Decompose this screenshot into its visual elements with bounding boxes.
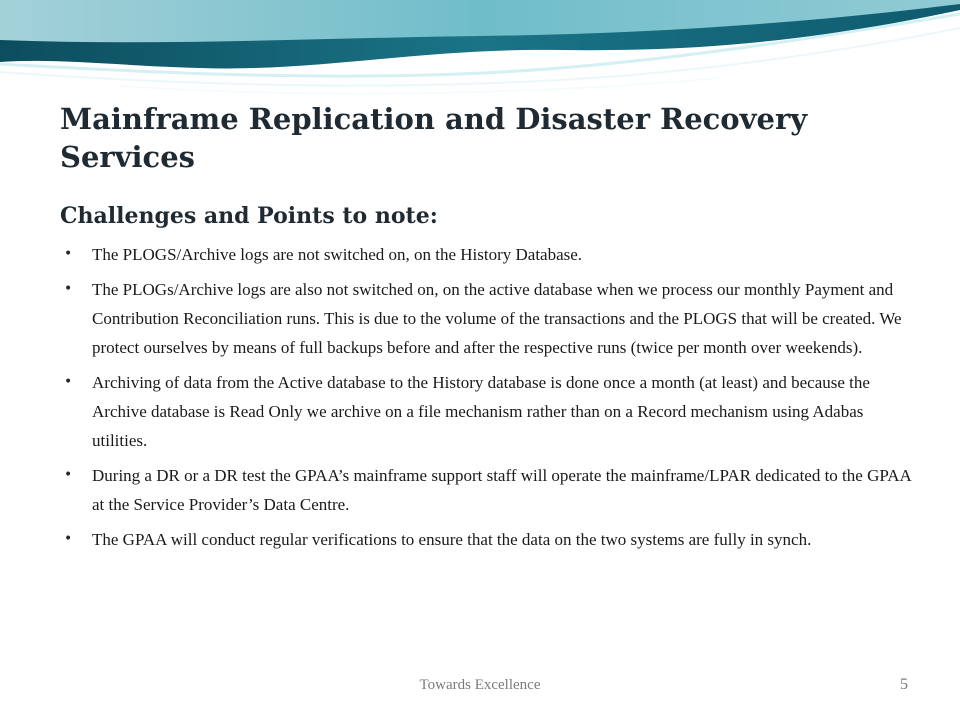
bullet-list <box>64 240 914 560</box>
bullet-text: Archiving of data from the Active database to the History database is done once a month (at least) and because the Archive database is Read Only we archive on a file mechanism rather than on a Record mechanism using Adabas utilities. <box>92 373 870 450</box>
bullet-text: The PLOGS/Archive logs are not switched on, on the History Database. <box>92 245 583 264</box>
bullet-item <box>64 461 914 519</box>
bullet-text: During a DR or a DR test the GPAA’s mainframe support staff will operate the mainframe/LPAR dedicated to the GPAA at the Service Provider’s Data Centre. <box>92 466 911 514</box>
bullet-icon: • <box>64 531 73 547</box>
bullet-icon: • <box>64 374 73 390</box>
page-number: 5 <box>900 676 908 693</box>
bullet-item <box>64 368 914 455</box>
bullet-icon: • <box>64 467 73 483</box>
bullet-icon: • <box>64 281 73 297</box>
bullet-text: The PLOGs/Archive logs are also not switched on, on the active database when we process our monthly Payment and Contribution Reconciliation runs. This is due to the volume of the transactions and the PLOGS that will be created. We protect ourselves by means of full backups before and after the respective runs (twice per month over weekends). <box>92 280 902 357</box>
decorative-wave-banner <box>0 0 960 110</box>
bullet-item <box>64 240 914 269</box>
slide-subtitle: Challenges and Points to note: <box>60 203 438 229</box>
bullet-item <box>64 275 914 362</box>
bullet-text: The GPAA will conduct regular verifications to ensure that the data on the two systems are fully in synch. <box>92 530 812 549</box>
bullet-icon: • <box>64 246 73 262</box>
slide-title: Mainframe Replication and Disaster Recovery Services <box>60 102 808 174</box>
bullet-item <box>64 525 914 554</box>
footer-text: Towards Excellence <box>419 677 541 693</box>
